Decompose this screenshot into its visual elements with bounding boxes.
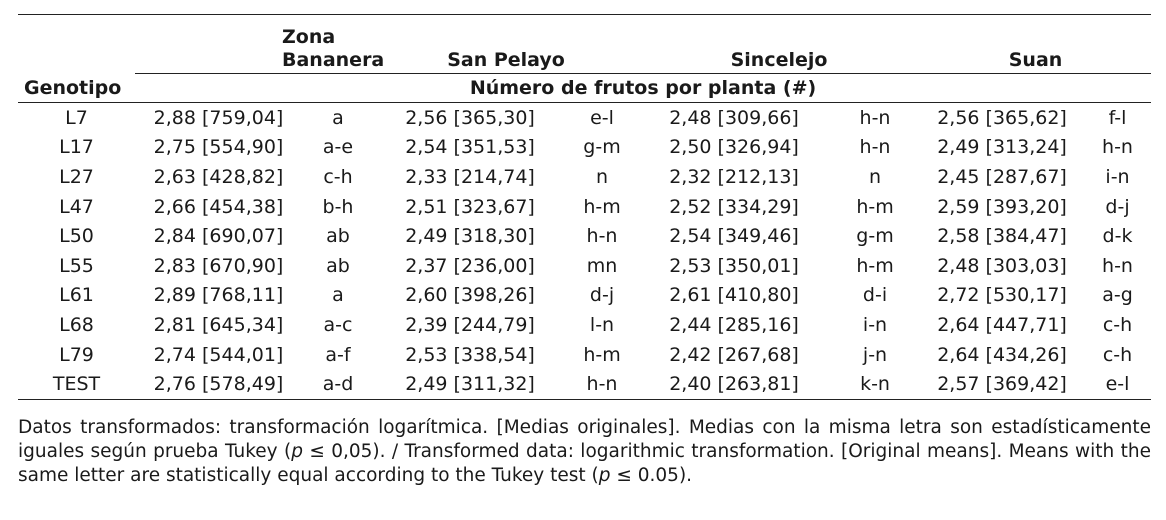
- genotype-header: Genotipo: [24, 76, 122, 99]
- table-footnote: [18, 416, 1151, 488]
- tukey-letter-cell: h-n: [586, 373, 618, 396]
- tukey-letter-cell: a-f: [325, 343, 351, 366]
- mean-value-cell: 2,59 [393,20]: [937, 195, 1067, 218]
- tukey-letter-cell: a: [332, 106, 344, 129]
- mean-value-cell: 2,53 [350,01]: [669, 254, 799, 277]
- table-row: [18, 369, 1151, 399]
- tukey-letter-cell: h-m: [856, 254, 894, 277]
- table-row: [18, 103, 1151, 133]
- tukey-letter-cell: a-e: [322, 136, 354, 159]
- tukey-letter-cell: n: [868, 165, 882, 188]
- results-table: [18, 14, 1151, 400]
- genotype-cell: L17: [59, 136, 94, 159]
- table-row: [18, 251, 1151, 281]
- table-row: [18, 192, 1151, 222]
- footnote-text: [18, 416, 1151, 488]
- table-row: [18, 310, 1151, 340]
- mean-value-cell: 2,64 [434,26]: [937, 343, 1067, 366]
- genotype-cell: L7: [65, 106, 88, 129]
- tukey-letter-cell: d-j: [589, 284, 615, 307]
- tukey-letter-cell: c-h: [1102, 343, 1133, 366]
- mean-value-cell: 2,66 [454,38]: [153, 195, 284, 218]
- tukey-letter-cell: j-n: [862, 343, 888, 366]
- mean-value-cell: 2,32 [212,13]: [669, 165, 799, 188]
- footnote-part-2: ≤ 0,05). / Transformed data: logarithmic transformation. [Original means]. Means with the same letter are statistically equal according to the Tukey test (: [18, 441, 1151, 486]
- mean-value-cell: 2,61 [410,80]: [669, 284, 799, 307]
- tukey-letter-cell: h-n: [859, 136, 891, 159]
- mean-value-cell: 2,40 [263,81]: [669, 373, 799, 396]
- table-row: [18, 133, 1151, 163]
- genotype-cell: L61: [59, 284, 94, 307]
- mean-value-cell: 2,45 [287,67]: [937, 165, 1067, 188]
- footnote-part-3: ≤ 0.05).: [610, 465, 693, 486]
- tukey-letter-cell: a-c: [323, 313, 353, 336]
- mean-value-cell: 2,49 [311,32]: [405, 373, 535, 396]
- tukey-letter-cell: i-n: [862, 313, 888, 336]
- tukey-letter-cell: ab: [326, 225, 350, 248]
- tukey-letter-cell: g-m: [856, 225, 894, 248]
- mean-value-cell: 2,49 [318,30]: [405, 225, 535, 248]
- footnote-part-1: Datos transformados: transformación logarítmica. [Medias originales]. Medias con la misma letra son estadísticamente iguales según prueba Tukey (: [18, 417, 1151, 462]
- genotype-cell: L50: [59, 225, 94, 248]
- genotype-cell: L27: [59, 165, 94, 188]
- table-row: [18, 162, 1151, 192]
- results-table-container: [18, 14, 1151, 400]
- genotype-cell: L68: [59, 313, 94, 336]
- location-header-label: San Pelayo: [447, 49, 565, 71]
- tukey-letter-cell: a: [332, 284, 344, 307]
- mean-value-cell: 2,64 [447,71]: [937, 313, 1067, 336]
- mean-value-cell: 2,37 [236,00]: [405, 254, 535, 277]
- genotype-cell: L55: [59, 254, 94, 277]
- tukey-letter-cell: c-h: [1102, 313, 1133, 336]
- location-header-label: Sincelejo: [730, 49, 828, 71]
- mean-value-cell: 2,89 [768,11]: [153, 284, 284, 307]
- mean-value-cell: 2,54 [351,53]: [405, 136, 535, 159]
- mean-value-cell: 2,72 [530,17]: [937, 284, 1067, 307]
- header-empty-cell: [18, 15, 135, 74]
- mean-value-cell: 2,63 [428,82]: [153, 165, 284, 188]
- location-header-sincelejo: [638, 15, 920, 74]
- tukey-letter-cell: h-m: [583, 195, 621, 218]
- tukey-letter-cell: i-n: [1105, 165, 1130, 188]
- tukey-letter-cell: c-h: [323, 165, 353, 188]
- tukey-letter-cell: h-n: [859, 106, 891, 129]
- mean-value-cell: 2,57 [369,42]: [937, 373, 1067, 396]
- mean-value-cell: 2,88 [759,04]: [153, 106, 284, 129]
- mean-value-cell: 2,44 [285,16]: [669, 313, 799, 336]
- footnote-p-symbol-1: p: [291, 441, 303, 462]
- variable-title: Número de frutos por planta (#): [135, 74, 1151, 103]
- mean-value-cell: 2,83 [670,90]: [153, 254, 284, 277]
- mean-value-cell: 2,39 [244,79]: [405, 313, 535, 336]
- table-row: [18, 340, 1151, 370]
- mean-value-cell: 2,51 [323,67]: [405, 195, 535, 218]
- tukey-letter-cell: n: [595, 165, 609, 188]
- tukey-letter-cell: mn: [586, 254, 618, 277]
- location-header-label: Suan: [1008, 49, 1063, 71]
- tukey-letter-cell: h-n: [1102, 254, 1133, 277]
- footnote-p-symbol-2: p: [598, 465, 611, 486]
- tukey-letter-cell: h-m: [583, 343, 621, 366]
- tukey-letter-cell: d-j: [1105, 195, 1130, 218]
- tukey-letter-cell: a-g: [1102, 284, 1133, 307]
- mean-value-cell: 2,56 [365,30]: [405, 106, 535, 129]
- tukey-letter-cell: e-l: [590, 106, 614, 129]
- location-header-zona-bananera: [135, 15, 385, 74]
- mean-value-cell: 2,42 [267,68]: [669, 343, 799, 366]
- mean-value-cell: 2,48 [309,66]: [669, 106, 799, 129]
- tukey-letter-cell: d-k: [1102, 225, 1133, 248]
- tukey-letter-cell: k-n: [860, 373, 890, 396]
- tukey-letter-cell: b-h: [322, 195, 354, 218]
- genotype-cell: L47: [59, 195, 94, 218]
- genotype-cell: TEST: [52, 373, 101, 396]
- location-header-row: [18, 15, 1151, 74]
- mean-value-cell: 2,53 [338,54]: [405, 343, 535, 366]
- tukey-letter-cell: g-m: [583, 136, 621, 159]
- tukey-letter-cell: h-n: [1102, 136, 1133, 159]
- tukey-letter-cell: l-n: [589, 313, 615, 336]
- mean-value-cell: 2,76 [578,49]: [153, 373, 284, 396]
- tukey-letter-cell: a-d: [322, 373, 354, 396]
- tukey-letter-cell: e-l: [1105, 373, 1130, 396]
- table-row: [18, 281, 1151, 311]
- table-body: [18, 103, 1151, 400]
- mean-value-cell: 2,75 [554,90]: [153, 136, 284, 159]
- location-header-line2: Bananera: [282, 49, 385, 71]
- mean-value-cell: 2,54 [349,46]: [669, 225, 799, 248]
- mean-value-cell: 2,52 [334,29]: [669, 195, 799, 218]
- mean-value-cell: 2,60 [398,26]: [405, 284, 535, 307]
- tukey-letter-cell: h-m: [856, 195, 894, 218]
- tukey-letter-cell: f-l: [1108, 106, 1127, 129]
- mean-value-cell: 2,33 [214,74]: [405, 165, 535, 188]
- location-header-suan: [920, 15, 1151, 74]
- mean-value-cell: 2,84 [690,07]: [153, 225, 284, 248]
- variable-header-row: [18, 74, 1151, 103]
- tukey-letter-cell: d-i: [862, 284, 888, 307]
- mean-value-cell: 2,49 [313,24]: [937, 136, 1067, 159]
- tukey-letter-cell: ab: [326, 254, 350, 277]
- mean-value-cell: 2,74 [544,01]: [153, 343, 284, 366]
- mean-value-cell: 2,48 [303,03]: [937, 254, 1067, 277]
- mean-value-cell: 2,50 [326,94]: [669, 136, 799, 159]
- mean-value-cell: 2,81 [645,34]: [153, 313, 284, 336]
- table-row: [18, 221, 1151, 251]
- genotype-cell: L79: [59, 343, 94, 366]
- mean-value-cell: 2,56 [365,62]: [937, 106, 1067, 129]
- tukey-letter-cell: h-n: [586, 225, 618, 248]
- location-header-line1: Zona: [282, 26, 336, 48]
- location-header-san-pelayo: [374, 15, 638, 74]
- mean-value-cell: 2,58 [384,47]: [937, 225, 1067, 248]
